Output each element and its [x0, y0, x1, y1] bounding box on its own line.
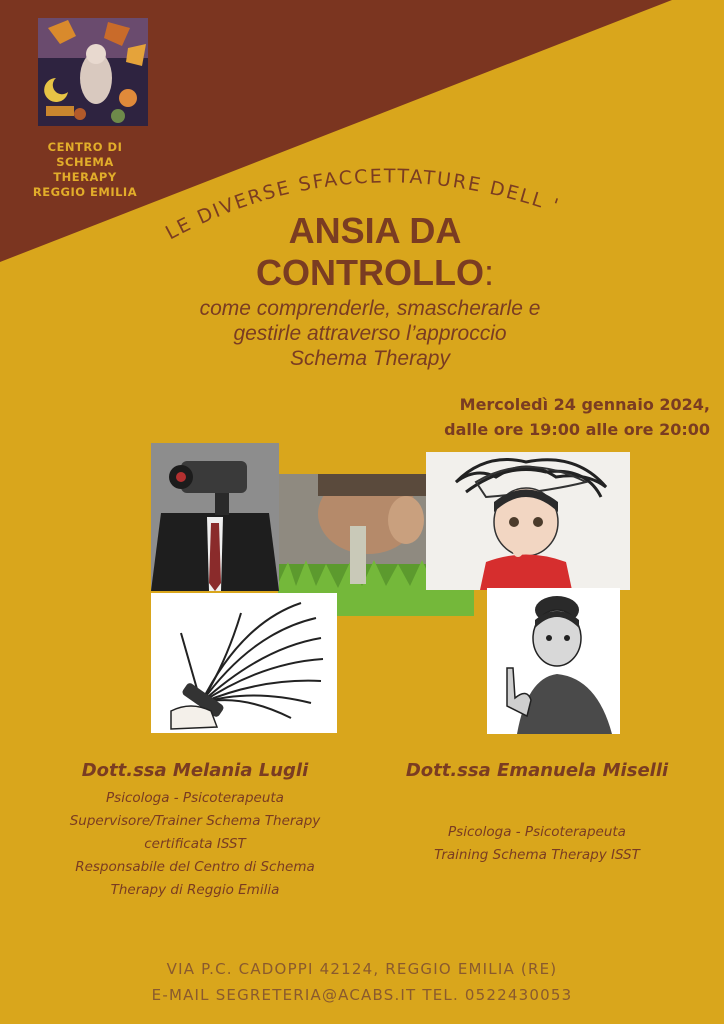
speaker-1-desc-line: Therapy di Reggio Emilia	[110, 882, 280, 898]
title-line-2	[200, 252, 550, 294]
date-line: Mercoledì 24 gennaio 2024,	[459, 395, 710, 414]
org-name-line: REGGIO EMILIA	[32, 185, 138, 199]
org-name	[20, 140, 150, 200]
speaker-1-name: Dott.ssa Melania Lugli	[81, 760, 309, 781]
speaker-1-desc	[40, 787, 350, 902]
main-title	[200, 210, 550, 294]
speaker-2-name: Dott.ssa Emanuela Miselli	[405, 760, 669, 781]
speaker-2-desc	[380, 821, 694, 867]
pointing-woman-engraving	[487, 588, 620, 734]
subtitle	[150, 296, 590, 371]
title-line-1: ANSIA DA	[288, 210, 462, 251]
org-name-line: SCHEMA	[56, 155, 114, 169]
speaker-2-desc-line: Psicologa - Psicoterapeuta	[448, 824, 626, 840]
event-date	[420, 392, 710, 442]
subtitle-line: gestirle attraverso l’approccio	[233, 322, 507, 345]
speaker-2-desc-line: Training Schema Therapy ISST	[434, 847, 640, 863]
speaker-2	[380, 760, 694, 867]
title-word: CONTROLLO	[256, 252, 484, 293]
speaker-1-desc-line: certificata ISST	[144, 836, 246, 852]
speaker-1-desc-line: Psicologa - Psicoterapeuta	[106, 790, 284, 806]
whip-illustration	[151, 593, 337, 733]
subtitle-line: come comprenderle, smascherarle e	[199, 297, 541, 320]
title-colon: :	[483, 252, 494, 293]
anxious-girl-illustration	[426, 452, 630, 590]
collage-logo-icon	[38, 18, 148, 126]
footer-email-phone: E-MAIL SEGRETERIA@ACABS.IT TEL. 0522430053	[151, 986, 573, 1004]
subtitle-line: Schema Therapy	[290, 347, 450, 370]
speaker-1-desc-line: Responsabile del Centro di Schema	[75, 859, 315, 875]
camera-head-man-image	[151, 443, 279, 591]
org-name-line: THERAPY	[53, 170, 117, 184]
time-line: dalle ore 19:00 alle ore 20:00	[444, 420, 710, 439]
arc-title-text: LE DIVERSE SFACCETTATURE DELL '	[162, 165, 563, 245]
org-name-line: CENTRO DI	[47, 140, 123, 154]
speaker-1	[40, 760, 350, 902]
footer-address: VIA P.C. CADOPPI 42124, REGGIO EMILIA (RE)	[166, 960, 558, 978]
speaker-1-desc-line: Supervisore/Trainer Schema Therapy	[69, 813, 321, 829]
footer-contacts	[0, 956, 724, 1008]
